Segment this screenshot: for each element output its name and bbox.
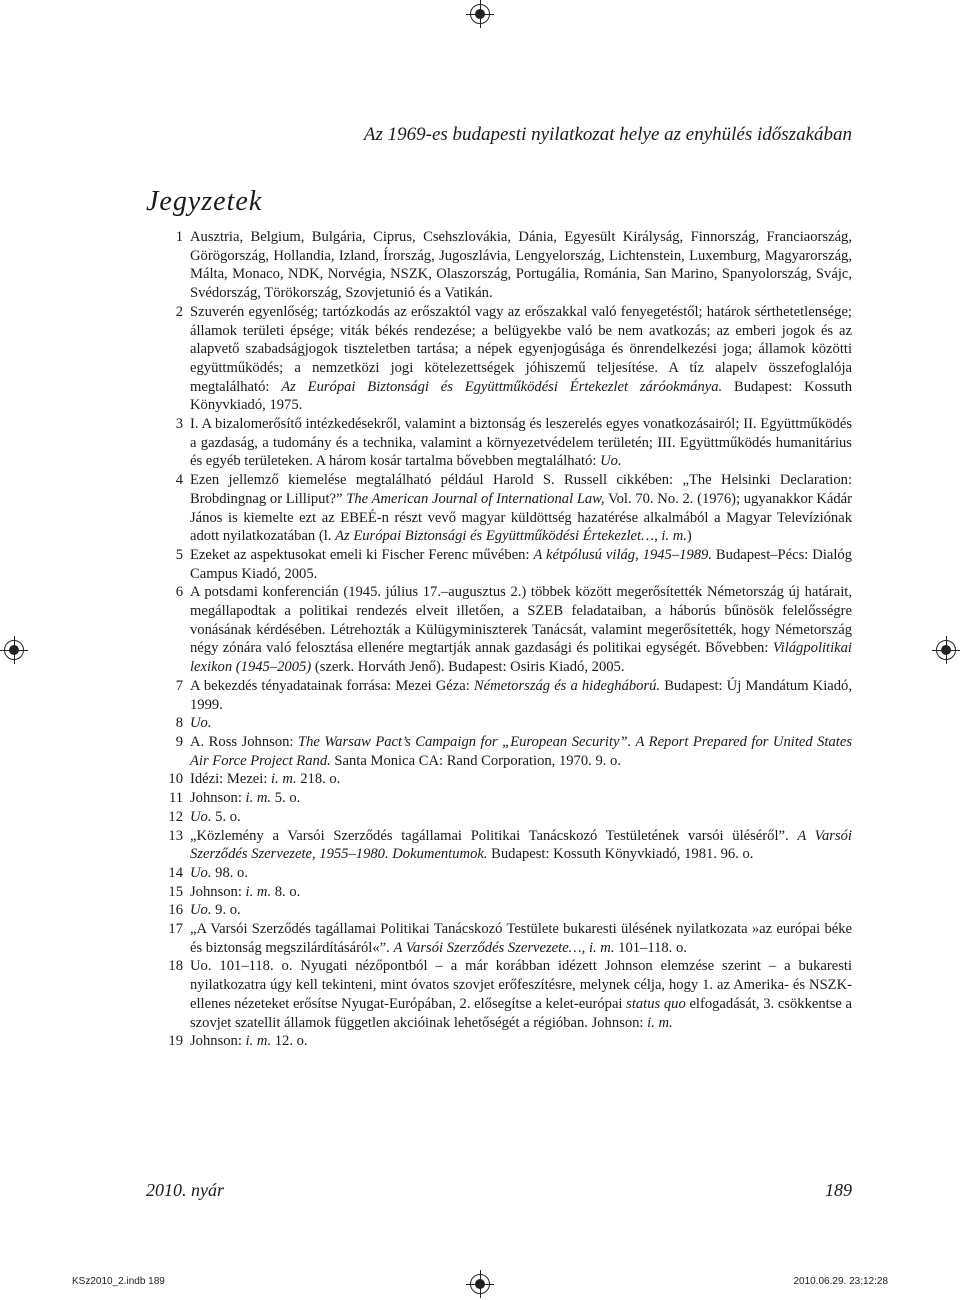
- crop-registration-mark-icon: [470, 4, 490, 24]
- endnote-text: Ezeket az aspektusokat emeli ki Fischer Ferenc művében: A kétpólusú világ, 1945–1989. Budapest–Pécs: Dialóg Campus Kiadó, 2005.: [190, 546, 852, 582]
- endnotes-list: [162, 228, 852, 1051]
- endnote-text: „A Varsói Szerződés tagállamai Politikai Tanácskozó Testülete bukaresti ülésének nyilatkozata »az európai béke és biztonság megszilárdításáról«”. A Varsói Szerződés Szervezete…, i. m. 101–118. o.: [190, 921, 852, 956]
- endnote-number: 15: [168, 883, 183, 900]
- endnote-number: 6: [175, 584, 183, 601]
- endnote: [162, 957, 852, 1032]
- endnote-text: Uo. 98. o.: [190, 864, 248, 881]
- endnote: [162, 808, 852, 827]
- endnote-text: Ausztria, Belgium, Bulgária, Ciprus, Csehszlovákia, Dánia, Egyesült Királyság, Finnország, Franciaország, Görögország, Hollandia, Izland, Írország, Jugoszlávia, Lengyelország, Lichtenstein, Luxemburg, Magyarország, Málta, Monaco, NDK, Norvégia, NSZK, Olaszország, Portugália, Románia, San Marino, Spanyolország, Svájc, Svédország, Törökország, Szovjetunió és a Vatikán.: [190, 229, 852, 302]
- print-slug-timestamp: 2010.06.29. 23:12:28: [793, 1276, 888, 1287]
- endnote: [162, 546, 852, 583]
- endnote-number: 11: [168, 790, 183, 807]
- endnote: [162, 789, 852, 808]
- endnote: [162, 733, 852, 770]
- endnote-number: 9: [175, 733, 183, 750]
- endnote: [162, 471, 852, 546]
- endnote-text: Johnson: i. m. 5. o.: [190, 790, 301, 807]
- endnote-number: 5: [175, 546, 183, 563]
- endnote-text: Ezen jellemző kiemelése megtalálható például Harold S. Russell cikkében: „The Helsinki Declaration: Brobdingnag or Lilliput?” The American Journal of International Law, Vol. 70. No. 2. (1976); ugyanakkor Kádár János is kiemelte ezt az EBEÉ-n részt vevő magyar küldöttség hazatérése alkalmából a Magyar Televíziónak adott nyilatkozatában (l. Az Európai Biztonsági és Együttműködési Értekezlet…, i. m.): [190, 472, 852, 545]
- endnote: [162, 1032, 852, 1051]
- endnote-number: 3: [175, 416, 183, 433]
- print-slug-file: KSz2010_2.indb 189: [72, 1276, 165, 1287]
- page-number: 189: [825, 1180, 852, 1200]
- endnote-text: Uo. 5. o.: [190, 808, 241, 825]
- endnote: [162, 583, 852, 677]
- crop-registration-mark-icon: [936, 640, 956, 660]
- endnote-text: Uo. 9. o.: [190, 902, 241, 919]
- endnote-text: Uo. 101–118. o. Nyugati nézőpontból – a már korábban idézett Johnson elemzése szerint – a bukaresti nyilatkozatra úgy kell tekinteni, mint óvatos szovjet erőfeszítésre, melynek célja, hogy 1. az Amerika- és NSZK-ellenes nézeteket erősítse Nyugat-Európában, 2. elősegítse a kelet-európai status quo elfogadását, 3. csökkentse a szovjet szatellit államok független akcióinak lehetőségét a régióban. Johnson: i. m.: [190, 958, 852, 1031]
- endnote-text: Uo.: [190, 715, 212, 732]
- endnote-text: Szuverén egyenlőség; tartózkodás az erőszaktól vagy az erőszakkal való fenyegetéstől; határok sérthetetlensége; államok területi épsége; viták békés rendezése; a belügyekbe való be nem avatkozás; az emberi jogok és az alapvető szabadságjogok tiszteletben tartása; a népek egyenjogúsága és önrendelkezési joga; államok közötti együttműködés; a nemzetközi jogi kötelezettségek jóhiszemű teljesítése. A tíz alapelv összefoglalója megtalálható: Az Európai Biztonsági és Együttműködési Értekezlet záróokmánya. Budapest: Kossuth Könyvkiadó, 1975.: [190, 303, 853, 414]
- endnote-number: 14: [168, 864, 183, 881]
- endnote: [162, 883, 852, 902]
- endnote: [162, 770, 852, 789]
- crop-registration-mark-icon: [470, 1274, 490, 1294]
- endnote: [162, 714, 852, 733]
- endnote: [162, 920, 852, 957]
- endnote-number: 8: [175, 715, 183, 732]
- endnote-number: 16: [168, 902, 183, 919]
- endnote-number: 2: [175, 303, 183, 320]
- endnote: [162, 864, 852, 883]
- endnote-number: 4: [175, 472, 183, 489]
- running-header: Az 1969-es budapesti nyilatkozat helye az enyhülés időszakában: [363, 124, 852, 145]
- endnote: [162, 415, 852, 471]
- endnote: [162, 827, 852, 864]
- endnote-number: 17: [168, 921, 183, 938]
- endnote-number: 10: [168, 771, 183, 788]
- endnote-number: 13: [168, 827, 183, 844]
- endnote-number: 18: [168, 958, 183, 975]
- endnote-number: 1: [175, 229, 183, 245]
- endnote: [162, 677, 852, 714]
- endnote-text: Johnson: i. m. 12. o.: [190, 1033, 308, 1050]
- endnote-number: 19: [168, 1033, 183, 1050]
- endnote-number: 12: [168, 808, 183, 825]
- endnote: [162, 303, 852, 415]
- endnote-text: Idézi: Mezei: i. m. 218. o.: [190, 771, 341, 788]
- endnote-text: Johnson: i. m. 8. o.: [190, 883, 301, 900]
- endnote-text: I. A bizalomerősítő intézkedésekről, valamint a biztonság és leszerelés egyes vonatkozásairól; II. Együttműködés a gazdaság, a tudomány és a technika, valamint a környezetvédelem területén; III. Együttműködés humanitárius és egyéb területeken. A három kosár tartalma bővebben megtalálható: Uo.: [190, 416, 852, 470]
- endnote-text: „Közlemény a Varsói Szerződés tagállamai Politikai Tanácskozó Testületének varsói üléséről”. A Varsói Szerződés Szervezete, 1955–1980. Dokumentumok. Budapest: Kossuth Könyvkiadó, 1981. 96. o.: [190, 827, 852, 863]
- endnote-number: 7: [175, 677, 183, 694]
- crop-registration-mark-icon: [4, 640, 24, 660]
- endnote-text: A bekezdés tényadatainak forrása: Mezei Géza: Németország és a hidegháború. Budapest: Új Mandátum Kiadó, 1999.: [190, 677, 852, 713]
- issue-label: 2010. nyár: [146, 1180, 224, 1200]
- endnote: [162, 901, 852, 920]
- section-title: Jegyzetek: [146, 186, 263, 217]
- endnote-text: A potsdami konferencián (1945. július 17.–augusztus 2.) többek között megerősítették Németország új határait, megállapodtak a politikai rendezés elveit illetően, a SZEB feladataiban, a háborús bűnösök felelősségre vonásának kérdésében. Létrehozták a Külügyminiszterek Tanácsát, valamint megerősítették, hogy Németország négy zónára való felosztása ellenére megtartják annak gazdasági és politikai egységét. Bővebben: Világpolitikai lexikon (1945–2005) (szerk. Horváth Jenő). Budapest: Osiris Kiadó, 2005.: [190, 584, 852, 676]
- endnote-text: A. Ross Johnson: The Warsaw Pact’s Campaign for „European Security”. A Report Prepared for United States Air Force Project Rand. Santa Monica CA: Rand Corporation, 1970. 9. o.: [190, 733, 852, 769]
- endnote: [162, 228, 852, 303]
